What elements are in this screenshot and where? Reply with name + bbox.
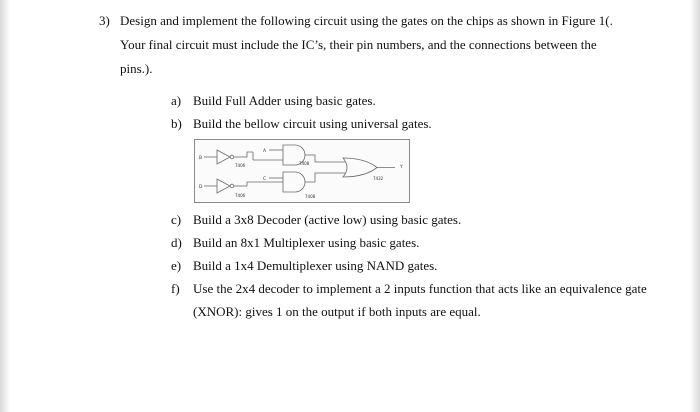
inverter-bottom — [204, 179, 283, 193]
input-d-label: D — [199, 185, 203, 190]
chip-7408-top: 7408 — [299, 161, 310, 166]
output-y-label: Y — [400, 165, 403, 170]
or-gate — [343, 158, 395, 177]
question-line-1: Design and implement the following circuit using the gates on the chips as shown in Figure 1(. — [120, 13, 613, 28]
page-edge-shadow-right — [690, 0, 700, 412]
input-a-label: A — [263, 149, 267, 154]
circuit-figure — [194, 139, 410, 203]
part-e-label: e) — [171, 258, 182, 273]
part-b-text: Build the bellow circuit using universal gates. — [193, 116, 432, 131]
part-a-text: Build Full Adder using basic gates. — [193, 93, 376, 108]
chip-7408-bottom: 7408 — [305, 194, 316, 199]
input-c-label: C — [263, 177, 267, 182]
part-d-label: d) — [171, 235, 182, 250]
part-f-label: f) — [171, 281, 180, 296]
chip-7432: 7432 — [373, 176, 384, 181]
question-number: 3) — [99, 13, 110, 28]
page-edge-shadow-left — [0, 0, 10, 412]
question-line-3: pins.). — [120, 61, 153, 76]
part-c-text: Build a 3x8 Decoder (active low) using basic gates. — [193, 212, 462, 227]
part-d-text: Build an 8x1 Multiplexer using basic gates. — [193, 235, 420, 250]
part-e-text: Build a 1x4 Demultiplexer using NAND gates. — [193, 258, 438, 273]
part-a-label: a) — [171, 93, 182, 108]
chip-7406-top: 7406 — [235, 163, 246, 168]
question-line-2: Your final circuit must include the IC’s, their pin numbers, and the connections between the — [120, 37, 597, 52]
part-f-text: Use the 2x4 decoder to implement a 2 inputs function that acts like an equivalence gate — [193, 281, 647, 296]
part-f-text-line-2: (XNOR): gives 1 on the output if both inputs are equal. — [193, 304, 481, 319]
inverter-top — [204, 150, 253, 164]
part-c-label: c) — [171, 212, 182, 227]
chip-7406-bottom: 7406 — [235, 193, 246, 198]
part-b-label: b) — [171, 116, 182, 131]
input-b-label: B — [199, 156, 203, 161]
circuit-diagram — [195, 140, 409, 202]
